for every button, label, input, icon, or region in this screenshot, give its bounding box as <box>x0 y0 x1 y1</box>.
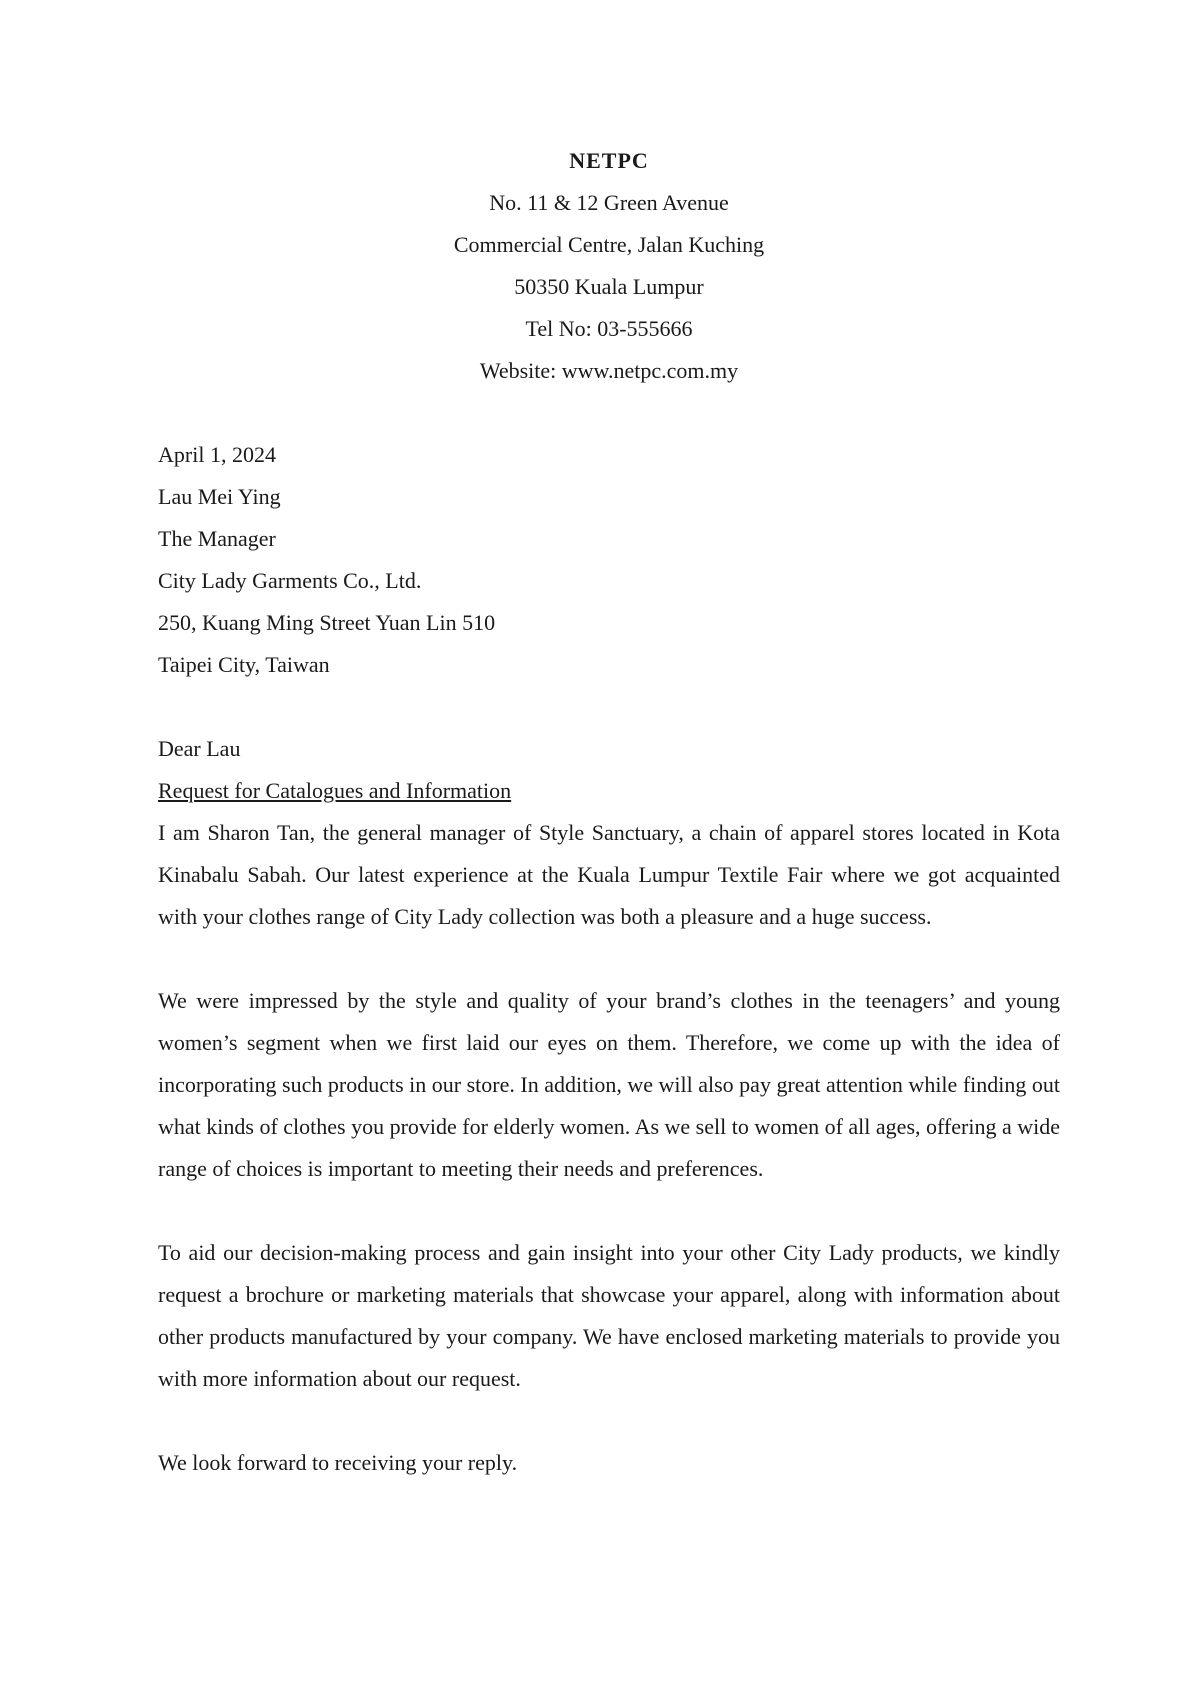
letter-date: April 1, 2024 <box>158 442 276 467</box>
recipient-block <box>158 476 1060 686</box>
letter-body <box>158 140 1060 1484</box>
recipient-company: City Lady Garments Co., Ltd. <box>158 568 422 593</box>
closing-paragraph: We look forward to receiving your reply. <box>158 1450 518 1475</box>
recipient-title: The Manager <box>158 526 276 551</box>
spacer <box>158 938 1060 980</box>
spacer <box>158 1190 1060 1232</box>
body-paragraph-3: To aid our decision-making process and gain insight into your other City Lady products, we kindly request a brochure or marketing materials that showcase your apparel, along with information about other products manufactured by your company. We have enclosed marketing materials to provide you with more information about our request. <box>158 1240 1060 1391</box>
letterhead-website: Website: www.netpc.com.my <box>479 358 739 383</box>
letterhead-address-line-3: 50350 Kuala Lumpur <box>514 274 704 299</box>
letterhead-telephone: Tel No: 03-555666 <box>525 316 693 341</box>
letterhead-address-line-1: No. 11 & 12 Green Avenue <box>489 190 729 215</box>
recipient-address-line-2: Taipei City, Taiwan <box>158 652 330 677</box>
letterhead <box>158 140 1060 392</box>
recipient-address-line-1: 250, Kuang Ming Street Yuan Lin 510 <box>158 610 496 635</box>
body-paragraph-2: We were impressed by the style and quality of your brand’s clothes in the teenagers’ and young women’s segment when we first laid our eyes on them. Therefore, we come up with the idea of incorporating such products in our store. In addition, we will also pay great attention while finding out what kinds of clothes you provide for elderly women. As we sell to women of all ages, offering a wide range of choices is important to meeting their needs and preferences. <box>158 988 1060 1181</box>
letterhead-company-name: NETPC <box>569 148 649 173</box>
spacer <box>158 1400 1060 1442</box>
spacer <box>158 686 1060 728</box>
body-paragraph-1: I am Sharon Tan, the general manager of Style Sanctuary, a chain of apparel stores located in Kota Kinabalu Sabah. Our latest experience at the Kuala Lumpur Textile Fair where we got acquainted with your clothes range of City Lady collection was both a pleasure and a huge success. <box>158 820 1060 929</box>
salutation: Dear Lau <box>158 736 241 761</box>
subject-line: Request for Catalogues and Information <box>158 778 512 803</box>
recipient-name: Lau Mei Ying <box>158 484 281 509</box>
spacer <box>158 392 1060 434</box>
letterhead-address-line-2: Commercial Centre, Jalan Kuching <box>453 232 765 257</box>
